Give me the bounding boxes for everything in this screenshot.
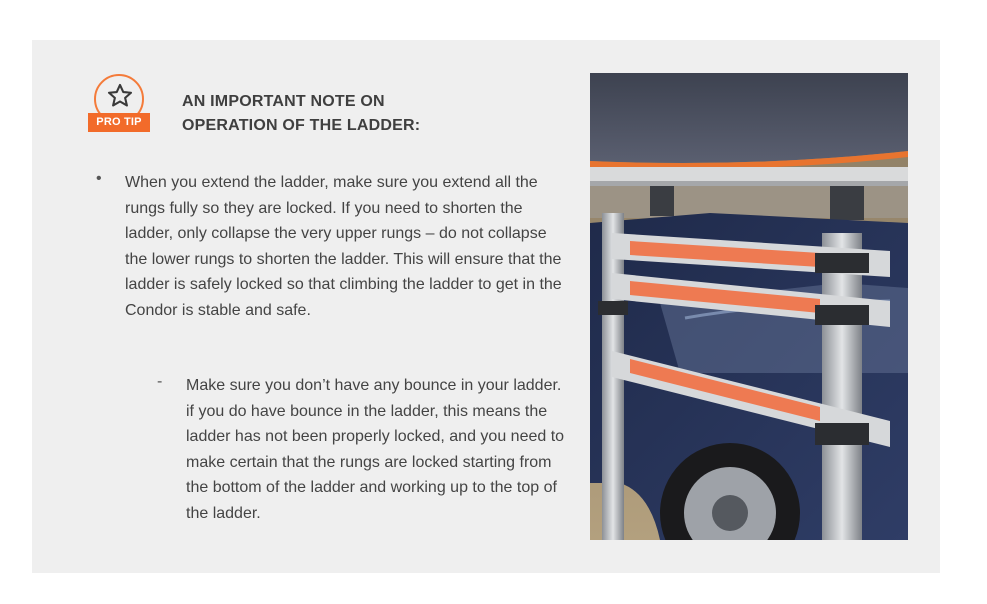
sub-bullet-marker: - <box>157 373 163 390</box>
section-heading <box>182 90 482 138</box>
sub-bullet-text: Make sure you don’t have any bounce in your ladder. if you do have bounce in the ladder, this means the ladder has not been properly locked, and you need to make certain that the rungs are locked starting from the bottom of the ladder and working up to the top of the ladder. <box>186 377 565 522</box>
heading-line-2: OPERATION OF THE LADDER: <box>182 117 421 134</box>
ladder-rail-right <box>822 233 862 540</box>
ladder-photo <box>590 73 908 540</box>
tent-cover <box>590 73 908 163</box>
roof-rail <box>590 167 908 183</box>
bullet-text: When you extend the ladder, make sure you extend all the rungs fully so they are locked. If you need to shorten the ladder, only collapse the very upper rungs – do not collapse the lower rungs to shorten the ladder. This will ensure that the ladder is safely locked so that climbing the ladder to get in the Condor is stable and safe. <box>125 174 562 319</box>
pro-tip-card <box>32 40 940 573</box>
ladder-photo-illustration <box>590 73 908 540</box>
pro-tip-label: PRO TIP <box>88 113 150 132</box>
star-icon <box>106 82 134 110</box>
pro-tip-badge <box>88 74 152 136</box>
bullet-marker: • <box>96 170 102 187</box>
heading-line-1: AN IMPORTANT NOTE ON <box>182 93 385 110</box>
